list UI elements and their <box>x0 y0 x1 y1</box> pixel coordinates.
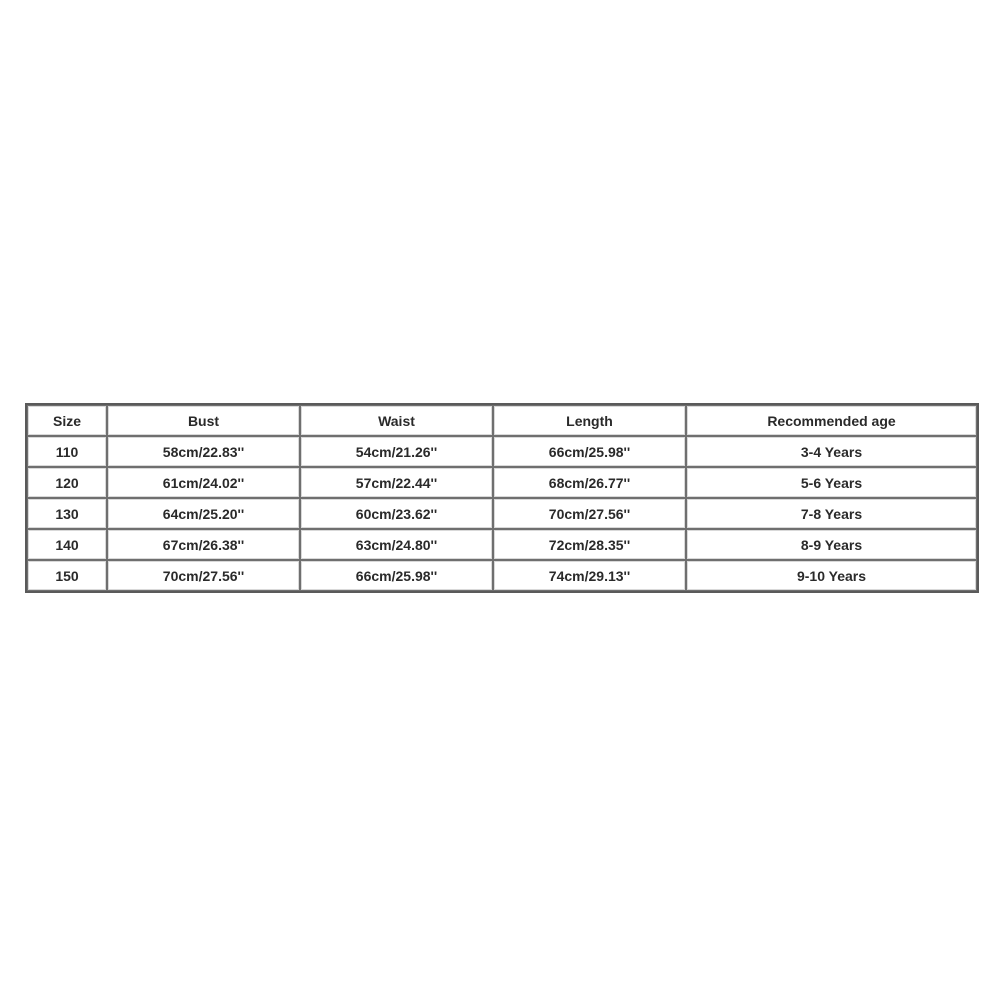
table-row <box>27 467 977 498</box>
cell-size: 110 <box>27 436 107 467</box>
cell-bust: 58cm/22.83'' <box>107 436 300 467</box>
cell-bust: 67cm/26.38'' <box>107 529 300 560</box>
cell-recommended-age: 7-8 Years <box>686 498 977 529</box>
cell-size: 150 <box>27 560 107 591</box>
size-chart-table <box>25 403 979 593</box>
cell-recommended-age: 5-6 Years <box>686 467 977 498</box>
cell-bust: 61cm/24.02'' <box>107 467 300 498</box>
table-row <box>27 498 977 529</box>
cell-waist: 54cm/21.26'' <box>300 436 493 467</box>
table-row <box>27 560 977 591</box>
cell-bust: 70cm/27.56'' <box>107 560 300 591</box>
table-row <box>27 529 977 560</box>
header-waist: Waist <box>300 405 493 436</box>
cell-waist: 66cm/25.98'' <box>300 560 493 591</box>
header-recommended-age: Recommended age <box>686 405 977 436</box>
cell-size: 130 <box>27 498 107 529</box>
cell-size: 140 <box>27 529 107 560</box>
cell-length: 70cm/27.56'' <box>493 498 686 529</box>
table-row <box>27 436 977 467</box>
cell-waist: 63cm/24.80'' <box>300 529 493 560</box>
cell-size: 120 <box>27 467 107 498</box>
header-length: Length <box>493 405 686 436</box>
cell-length: 68cm/26.77'' <box>493 467 686 498</box>
table-header-row <box>27 405 977 436</box>
cell-waist: 60cm/23.62'' <box>300 498 493 529</box>
cell-length: 74cm/29.13'' <box>493 560 686 591</box>
header-bust: Bust <box>107 405 300 436</box>
cell-recommended-age: 9-10 Years <box>686 560 977 591</box>
cell-bust: 64cm/25.20'' <box>107 498 300 529</box>
cell-length: 66cm/25.98'' <box>493 436 686 467</box>
cell-length: 72cm/28.35'' <box>493 529 686 560</box>
header-size: Size <box>27 405 107 436</box>
cell-recommended-age: 8-9 Years <box>686 529 977 560</box>
cell-recommended-age: 3-4 Years <box>686 436 977 467</box>
cell-waist: 57cm/22.44'' <box>300 467 493 498</box>
